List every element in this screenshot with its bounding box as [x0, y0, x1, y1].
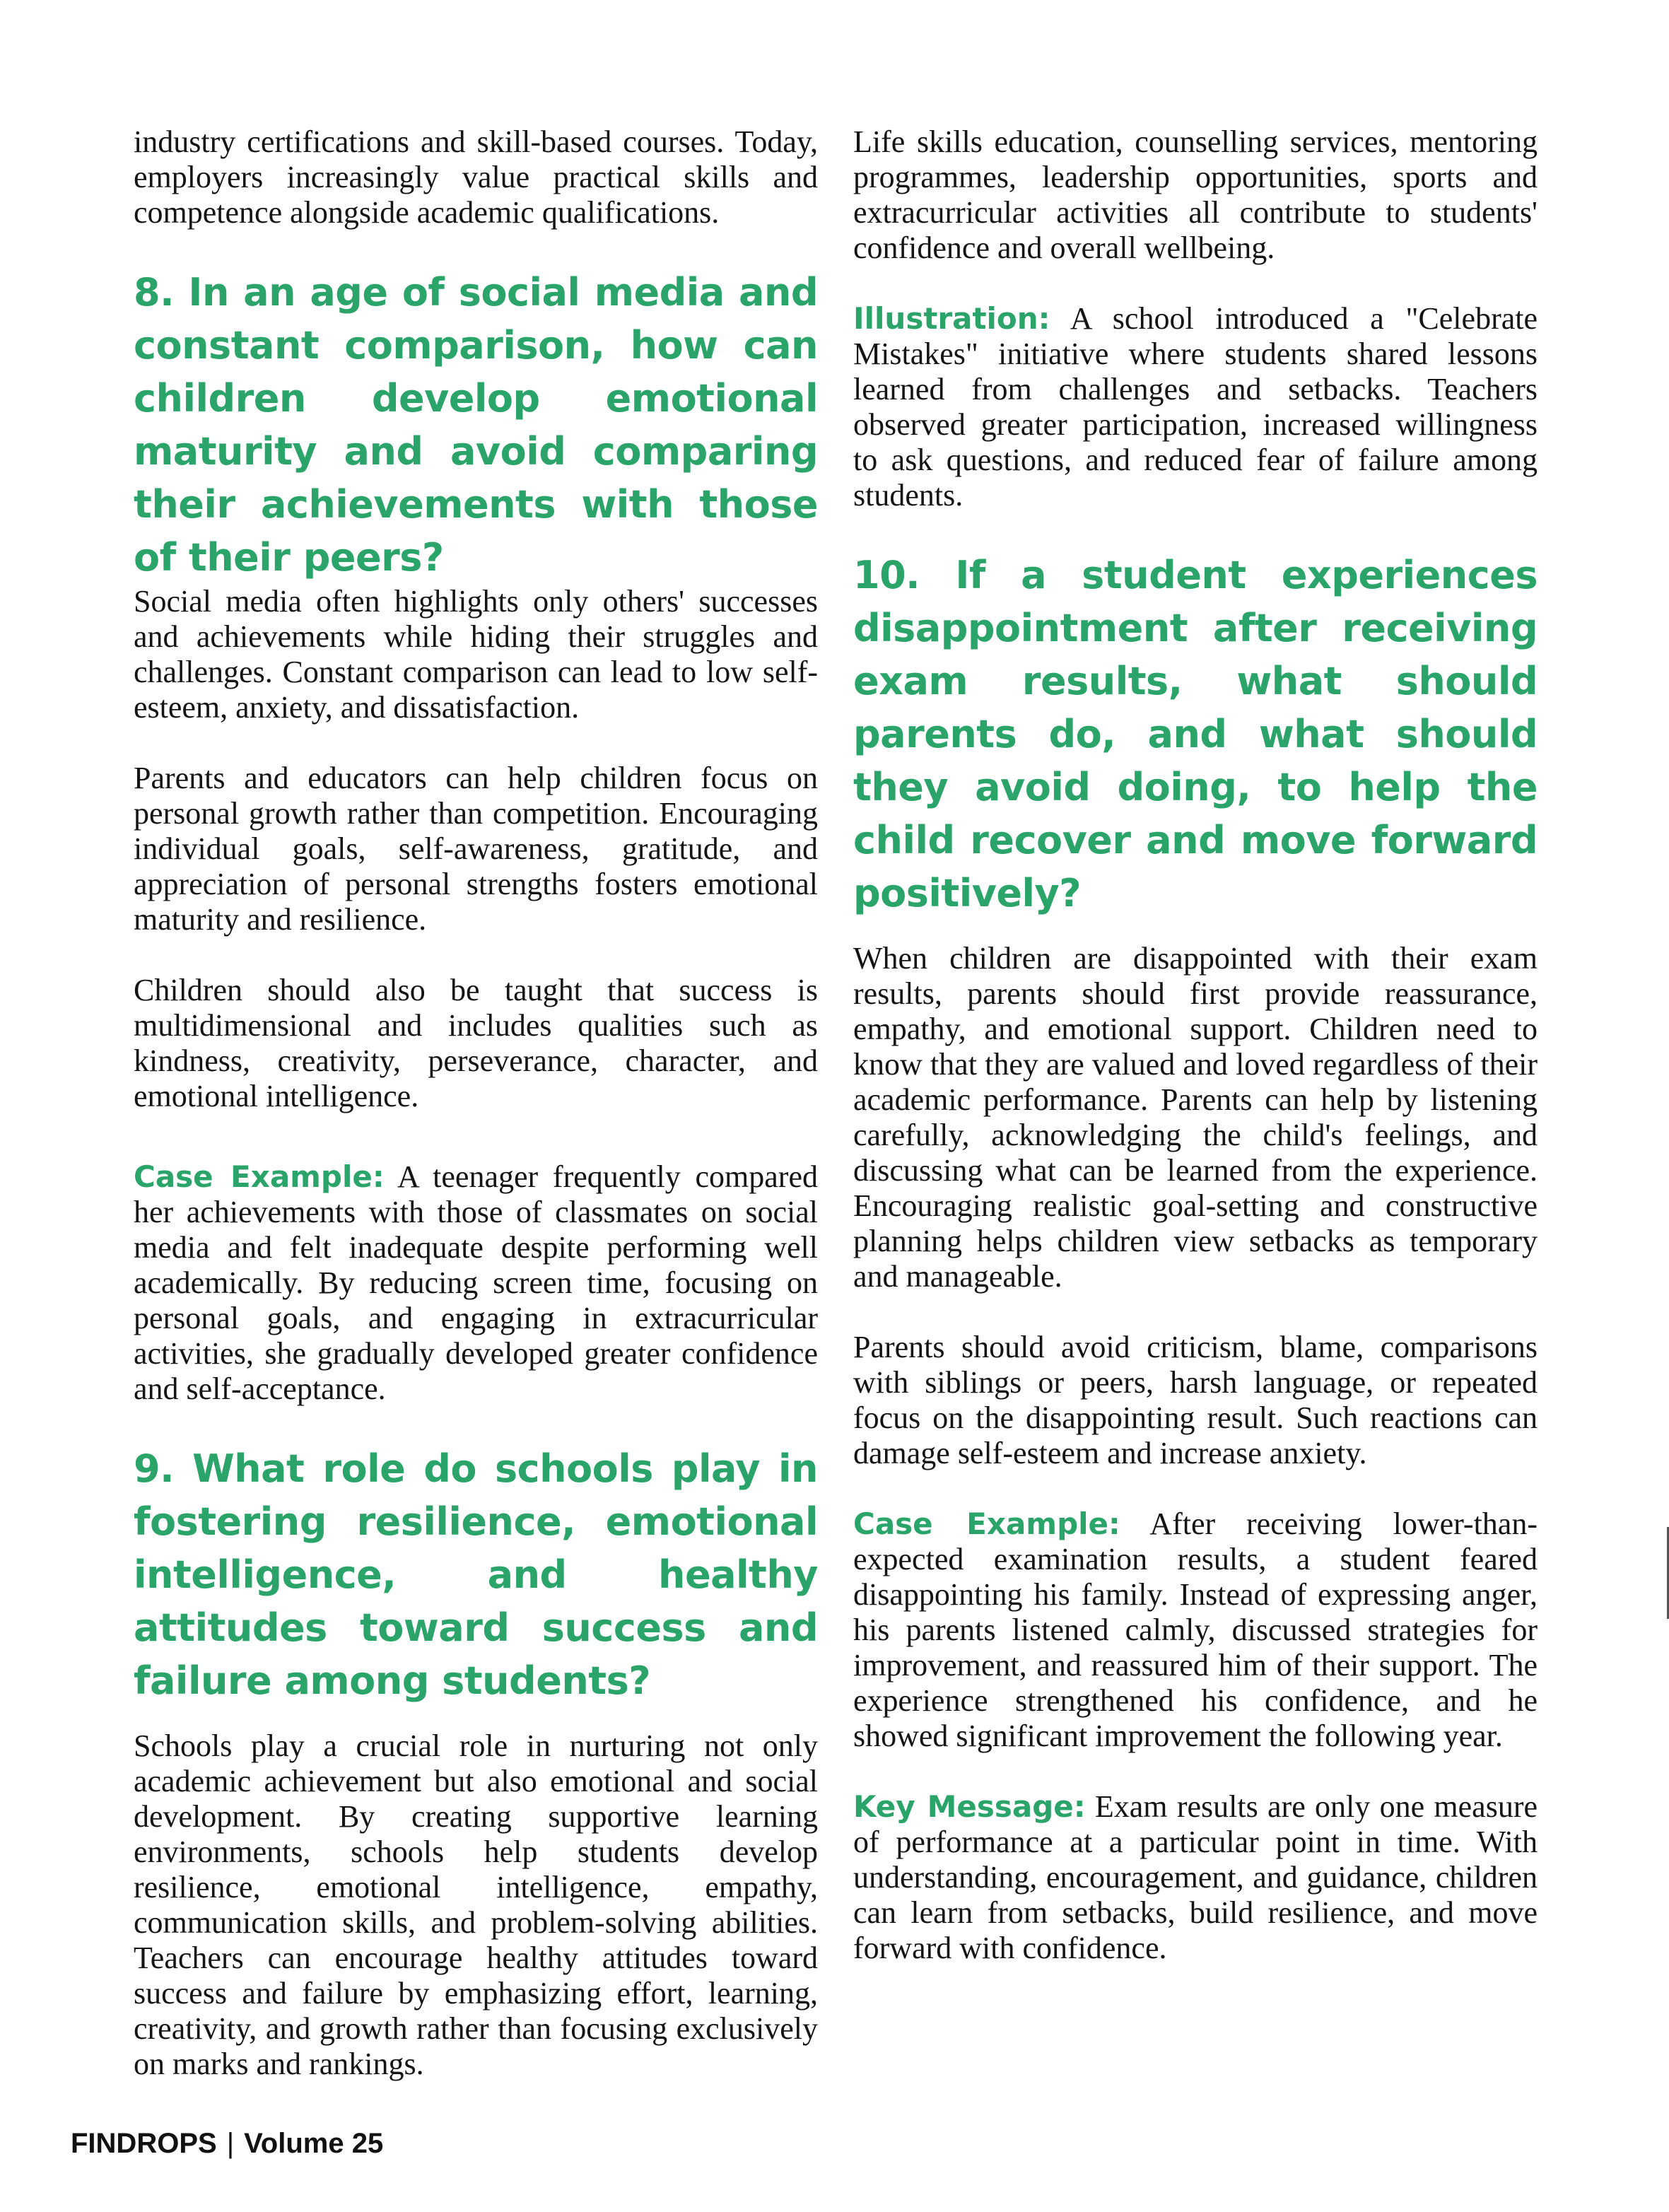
question-9-heading: 9. What role do schools play in fostering resilience, emotional intelligence, and healthy attitudes toward success and failure among students? [134, 1446, 818, 1703]
right-column [853, 124, 1538, 1966]
q9-paragraph-1: Schools play a crucial role in nurturing not only academic achievement but also emotional and social development. By creating supportive learning environments, schools help students develop resilience, emotional intelligence, empathy, communication skills, and problem-solving abilities. Teachers can encourage healthy attitudes toward success and failure by emphasizing effort, learning, creativity, and growth rather than focusing exclusively on marks and rankings. [134, 1728, 818, 2081]
illustration-block [853, 301, 1538, 513]
left-intro-paragraph: industry certifications and skill-based courses. Today, employers increasingly value practical skills and competence alongside academic qualifications. [134, 124, 818, 230]
case-example-label: Case Example: [853, 1506, 1120, 1541]
q8-paragraph-3: Children should also be taught that success is multidimensional and includes qualities such as kindness, creativity, perseverance, character, and emotional intelligence. [134, 973, 818, 1113]
case-example-text: A teenager frequently compared her achievements with those of classmates on social media and felt inadequate despite performing well academically. By reducing screen time, focusing on personal goals, and engaging in extracurricular activities, she gradually developed greater confidence and self-acceptance. [134, 1159, 818, 1406]
footer-volume: Volume 25 [244, 2128, 384, 2159]
footer-separator: | [226, 2128, 235, 2159]
illustration-text: A school introduced a "Celebrate Mistakes" initiative where students shared lessons learned from challenges and setbacks. Teachers observed greater participation, increased willingness to ask questions, and reduced fear of failure among students. [853, 301, 1538, 513]
right-intro-paragraph: Life skills education, counselling services, mentoring programmes, leadership opportunities, sports and extracurricular activities all contribute to students' confidence and overall wellbeing. [853, 124, 1538, 265]
q8-paragraph-2: Parents and educators can help children focus on personal growth rather than competition. Encouraging individual goals, self-awareness, gratitude, and appreciation of personal strengths fosters emotional maturity and resilience. [134, 761, 818, 937]
q10-case-example [853, 1506, 1538, 1754]
q8-case-example [134, 1159, 818, 1407]
key-message-text: Exam results are only one measure of performance at a particular point in time. With understanding, encouragement, and guidance, children can learn from setbacks, build resilience, and move forward with confidence. [853, 1789, 1538, 1965]
page-footer [71, 2128, 383, 2160]
footer-brand: FINDROPS [71, 2128, 217, 2159]
q8-paragraph-1: Social media often highlights only others' successes and achievements while hiding their struggles and challenges. Constant comparison can lead to low self-esteem, anxiety, and dissatisfaction. [134, 584, 818, 725]
key-message-label: Key Message: [853, 1789, 1086, 1824]
key-message [853, 1789, 1538, 1966]
q10-paragraph-2: Parents should avoid criticism, blame, comparisons with siblings or peers, harsh language, or repeated focus on the disappointing result. Such reactions can damage self-esteem and increase anxiety. [853, 1330, 1538, 1470]
question-10-heading: 10. If a student experiences disappointment after receiving exam results, what should parents do, and what should they avoid doing, to help the child recover and move forward positively? [853, 553, 1538, 915]
case-example-text: After receiving lower-than-expected examination results, a student feared disappointing his family. Instead of expressing anger, his parents listened calmly, discussed strategies for improvement, and reassured him of their support. The experience strengthened his confidence, and he showed significant improvement the following year. [853, 1506, 1538, 1753]
left-column [134, 124, 818, 2082]
q10-paragraph-1: When children are disappointed with their exam results, parents should first provide reassurance, empathy, and emotional support. Children need to know that they are valued and loved regardless of their academic performance. Parents can help by listening carefully, acknowledging the child's feelings, and discussing what can be learned from the experience. Encouraging realistic goal-setting and constructive planning helps children view setbacks as temporary and manageable. [853, 941, 1538, 1294]
case-example-label: Case Example: [134, 1159, 385, 1194]
illustration-label: Illustration: [853, 301, 1050, 336]
question-8-heading: 8. In an age of social media and constant comparison, how can children develop emotional maturity and avoid comparing their achievements with those of their peers? [134, 270, 818, 580]
